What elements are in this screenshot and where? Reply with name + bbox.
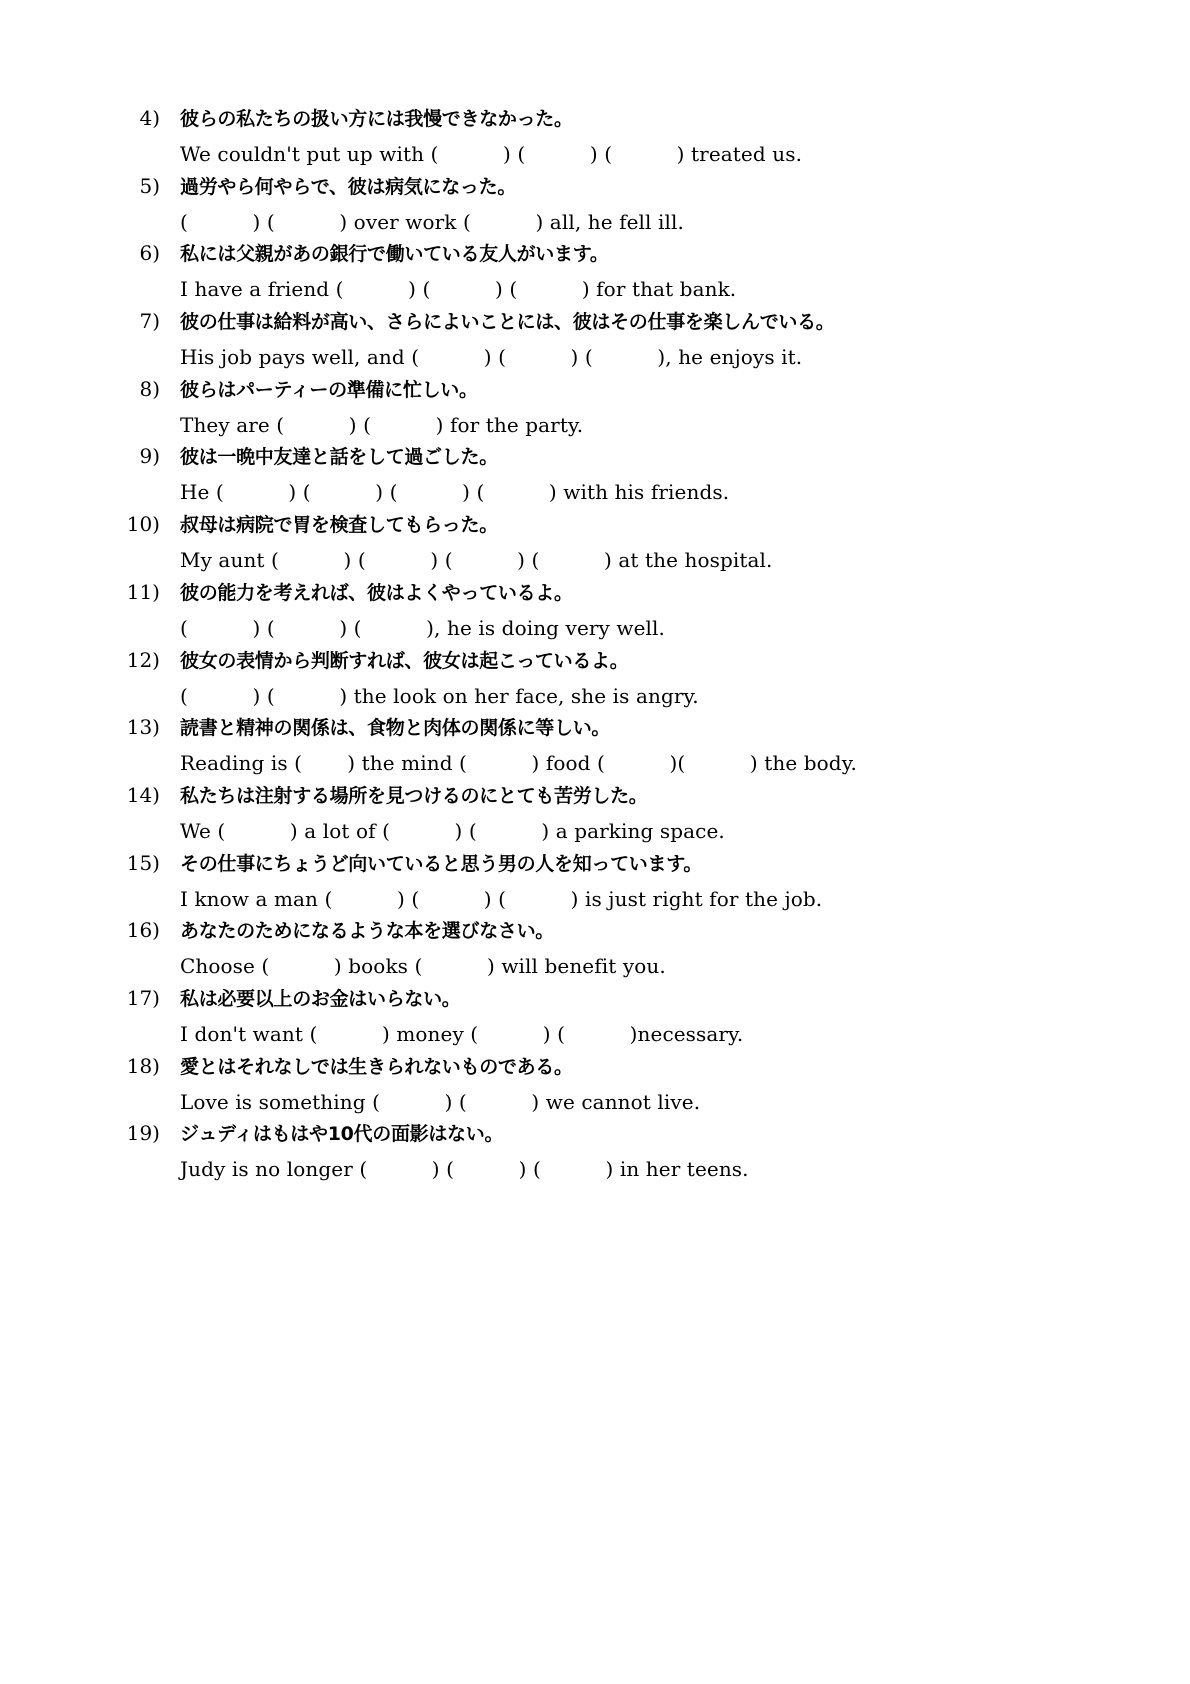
japanese-sentence: 私には父親があの銀行で働いている友人がいます。 [180,243,609,266]
japanese-sentence: 彼女の表情から判断すれば、彼女は起こっているよ。 [180,649,629,672]
item-number: 6) [139,241,160,266]
exercise-item [120,239,1080,307]
japanese-sentence: ジュディはもはや10代の面影はない。 [180,1123,504,1146]
japanese-sentence: 愛とはそれなしでは生きられないものである。 [180,1055,573,1078]
english-sentence: ( ) ( ) the look on her face, she is angry. [180,683,699,708]
item-number: 5) [139,173,160,198]
exercise-item [120,307,1080,375]
item-number: 18) [126,1053,160,1078]
exercise-item [120,510,1080,578]
exercise-item [120,104,1080,172]
exercise-item [120,849,1080,917]
item-number: 14) [126,782,160,807]
exercise-item [120,713,1080,781]
japanese-sentence: 彼らはパーティーの準備に忙しい。 [180,378,478,401]
japanese-sentence: 彼の仕事は給料が高い、さらによいことには、彼はその仕事を楽しんでいる。 [180,311,835,334]
item-number: 11) [126,579,160,604]
item-number: 16) [126,918,160,943]
japanese-sentence: 彼らの私たちの扱い方には我慢できなかった。 [180,108,573,130]
english-sentence: ( ) ( ) over work ( ) all, he fell ill. [180,209,684,234]
item-number: 7) [139,309,160,334]
japanese-sentence: 過労やら何やらで、彼は病気になった。 [180,175,517,198]
english-sentence: Reading is ( ) the mind ( ) food ( )( ) the body. [180,751,857,776]
exercise-item [120,1052,1080,1120]
exercise-item [120,781,1080,849]
item-number: 12) [126,647,160,672]
english-sentence: We ( ) a lot of ( ) ( ) a parking space. [180,818,725,843]
exercise-item [120,375,1080,443]
exercise-item [120,442,1080,510]
english-sentence: I know a man ( ) ( ) ( ) is just right for the job. [180,886,823,911]
japanese-sentence: 彼は一晩中友達と話をして過ごした。 [180,446,498,469]
item-number: 10) [126,512,160,537]
item-number: 9) [139,444,160,469]
exercise-item [120,1119,1080,1187]
english-sentence: Choose ( ) books ( ) will benefit you. [180,954,666,979]
japanese-sentence: 読書と精神の関係は、食物と肉体の関係に等しい。 [180,717,611,740]
japanese-sentence: 叔母は病院で胃を検査してもらった。 [180,514,498,537]
exercise-item [120,984,1080,1052]
exercise-item [120,578,1080,646]
item-number: 8) [139,376,160,401]
english-sentence: My aunt ( ) ( ) ( ) ( ) at the hospital. [180,548,773,573]
exercise-list [120,104,1080,1187]
english-sentence: I don't want ( ) money ( ) ( )necessary. [180,1021,744,1046]
english-sentence: We couldn't put up with ( ) ( ) ( ) treated us. [180,142,803,166]
item-number: 19) [126,1121,160,1146]
item-number: 15) [126,850,160,875]
japanese-sentence: 彼の能力を考えれば、彼はよくやっているよ。 [180,581,573,604]
item-number: 4) [139,106,160,130]
item-number: 17) [126,985,160,1010]
english-sentence: Love is something ( ) ( ) we cannot live. [180,1089,701,1114]
japanese-sentence: 私たちは注射する場所を見つけるのにとても苦労した。 [180,784,648,807]
japanese-sentence: その仕事にちょうど向いていると思う男の人を知っています。 [180,852,703,875]
item-number: 13) [126,715,160,740]
english-sentence: ( ) ( ) ( ), he is doing very well. [180,615,665,640]
exercise-item [120,916,1080,984]
japanese-sentence: 私は必要以上のお金はいらない。 [180,987,461,1010]
english-sentence: His job pays well, and ( ) ( ) ( ), he enjoys it. [180,345,803,370]
japanese-sentence: あなたのためになるような本を選びなさい。 [180,920,555,943]
exercise-item [120,172,1080,240]
exercise-item [120,646,1080,714]
english-sentence: They are ( ) ( ) for the party. [180,412,584,437]
english-sentence: He ( ) ( ) ( ) ( ) with his friends. [180,480,730,505]
english-sentence: I have a friend ( ) ( ) ( ) for that bank. [180,277,737,302]
english-sentence: Judy is no longer ( ) ( ) ( ) in her teens. [180,1157,749,1182]
